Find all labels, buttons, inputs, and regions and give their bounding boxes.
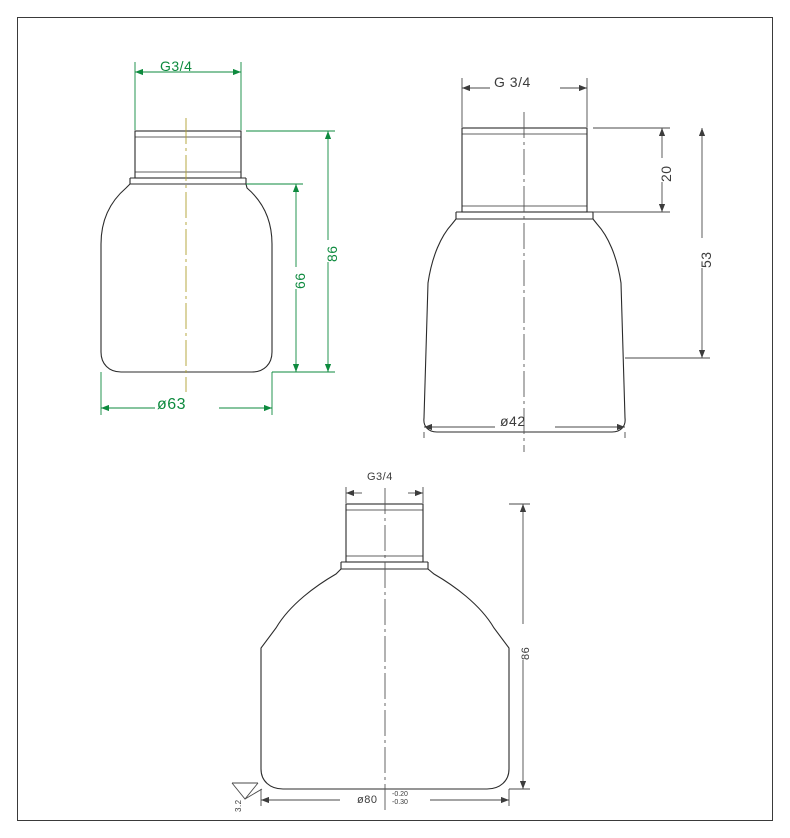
dim-label-thread-top-bottom: G3/4 [367, 471, 393, 483]
dim-label-diameter-left: ø63 [157, 396, 187, 413]
dim-label-thread-top-left: G3/4 [160, 58, 193, 74]
view-top-left-dimensions [101, 62, 335, 415]
dim-label-height-collar-right: 20 [658, 165, 674, 182]
dim-label-diameter-right: ø42 [500, 413, 526, 429]
tolerance-lower: -0.30 [392, 798, 408, 806]
dim-label-diameter-bottom: ø80 [357, 794, 378, 806]
view-top-right-dimensions [424, 78, 710, 438]
dim-label-thread-top-right: G 3/4 [494, 74, 531, 90]
tolerance-upper: -0.20 [392, 791, 408, 798]
dim-label-height-overall-left: 86 [324, 245, 340, 262]
tolerance-stack [392, 791, 408, 806]
dim-label-surface-finish-bottom: 3.2 [234, 799, 243, 812]
dim-label-height-overall-bottom: 86 [520, 646, 532, 660]
dim-label-height-body-left: 66 [292, 272, 308, 289]
dim-label-height-overall-right: 53 [698, 251, 714, 268]
view-bottom-dimensions [232, 487, 530, 806]
